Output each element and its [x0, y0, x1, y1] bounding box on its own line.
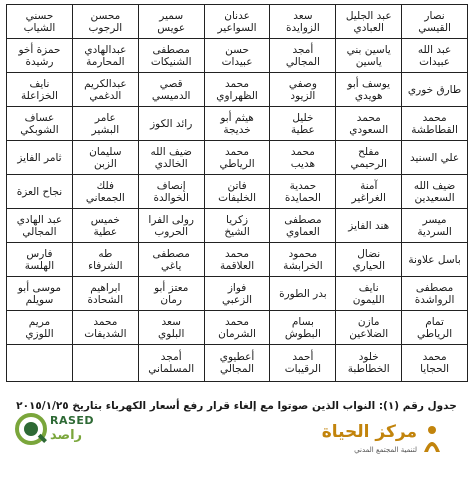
voters-table [6, 4, 468, 382]
rased-logo [14, 410, 124, 454]
name-cell: أعطيوي المجالي [204, 345, 270, 382]
hayat-logo-subtitle: لتنمية المجتمع المدني [354, 446, 417, 454]
name-cell: ضيف الله الخالدي [138, 141, 204, 175]
table-row [7, 345, 468, 382]
name-cell: خليل عطية [270, 107, 336, 141]
name-cell: علي السنيد [402, 141, 468, 175]
name-cell: محمد القطاطشة [402, 107, 468, 141]
name-cell: معتز أبو رمان [138, 277, 204, 311]
name-cell: حمدية الحمايدة [270, 175, 336, 209]
name-cell: محمد الظهراوي [204, 73, 270, 107]
name-cell: أمجد المسلماني [138, 345, 204, 382]
name-cell: عبدالكريم الدغمي [72, 73, 138, 107]
name-cell: محمد الرياطي [204, 141, 270, 175]
name-cell: نايف الخزاعلة [7, 73, 73, 107]
name-cell: عبد الجليل العبادي [336, 5, 402, 39]
name-cell: نضال الحياري [336, 243, 402, 277]
table-row [7, 209, 468, 243]
name-cell: باسل علاونة [402, 243, 468, 277]
name-cell: فاتن الخليفات [204, 175, 270, 209]
name-cell: خلود الخطاطبة [336, 345, 402, 382]
name-cell: ابراهيم الشحادة [72, 277, 138, 311]
name-cell: نجاح العزة [7, 175, 73, 209]
name-cell: سمير عويس [138, 5, 204, 39]
name-cell: حسني الشياب [7, 5, 73, 39]
rased-logo-latin: RASED [50, 414, 95, 427]
name-cell: مريم اللوزي [7, 311, 73, 345]
name-cell: طارق خوري [402, 73, 468, 107]
name-cell: بدر الطورة [270, 277, 336, 311]
name-cell [7, 345, 73, 382]
name-cell: مصطفى ياغي [138, 243, 204, 277]
name-cell: هيثم أبو خديجة [204, 107, 270, 141]
voters-table-body [7, 5, 468, 382]
name-cell: محمد العلاقمة [204, 243, 270, 277]
name-cell: طه الشرفاء [72, 243, 138, 277]
name-cell: آمنة الغراغير [336, 175, 402, 209]
table-row [7, 277, 468, 311]
name-cell: نصار القيسي [402, 5, 468, 39]
name-cell: مصطفى الرواشدة [402, 277, 468, 311]
name-cell [72, 345, 138, 382]
name-cell: مفلح الرحيمي [336, 141, 402, 175]
table-row [7, 39, 468, 73]
name-cell: عبد الله عبيدات [402, 39, 468, 73]
name-cell: محسن الرجوب [72, 5, 138, 39]
name-cell: عبدالهادي المحارمة [72, 39, 138, 73]
name-cell: حمزة أخو رشيدة [7, 39, 73, 73]
name-cell: عامر البشير [72, 107, 138, 141]
table-row [7, 311, 468, 345]
name-cell: فلك الجمعاني [72, 175, 138, 209]
name-cell: ضيف الله السعيدين [402, 175, 468, 209]
name-cell: أمجد المجالي [270, 39, 336, 73]
name-cell: رولى الفرا الحروب [138, 209, 204, 243]
name-cell: محمد هديب [270, 141, 336, 175]
name-cell: فارس الهلسة [7, 243, 73, 277]
name-cell: حسن عبيدات [204, 39, 270, 73]
name-cell: ميسر السردية [402, 209, 468, 243]
name-cell: مصطفى العماوي [270, 209, 336, 243]
table-row [7, 175, 468, 209]
name-cell: تمام الرياطي [402, 311, 468, 345]
hayat-mark-icon [421, 424, 443, 454]
name-cell: محمد الحجايا [402, 345, 468, 382]
table-caption: جدول رقم (١): النواب الذين صوتوا مع إلغاء قرار رفع أسعار الكهرباء بتاريخ ٢٠١٥/١/٢٥ [16, 400, 457, 412]
name-cell: هند الفايز [336, 209, 402, 243]
name-cell: سعد البلوي [138, 311, 204, 345]
name-cell: يوسف أبو هويدي [336, 73, 402, 107]
name-cell: وصفي الزيود [270, 73, 336, 107]
hayat-logo-name: مركز الحياة [321, 422, 417, 442]
name-cell: فواز الزعبي [204, 277, 270, 311]
table-row [7, 141, 468, 175]
name-cell: أحمد الرقيبات [270, 345, 336, 382]
name-cell: نايف الليمون [336, 277, 402, 311]
rased-logo-arabic: راصد [50, 428, 83, 443]
name-cell: قصي الدميسي [138, 73, 204, 107]
table-row [7, 243, 468, 277]
table-row [7, 73, 468, 107]
name-cell: مصطفى الشنيكات [138, 39, 204, 73]
name-cell: زكريا الشيخ [204, 209, 270, 243]
table-row [7, 107, 468, 141]
name-cell: سعد الزوايدة [270, 5, 336, 39]
name-cell: عبد الهادي المجالي [7, 209, 73, 243]
name-cell: محمود الخرابشة [270, 243, 336, 277]
name-cell: محمد الشديفات [72, 311, 138, 345]
name-cell: إنصاف الخوالدة [138, 175, 204, 209]
name-cell: عساف الشوبكي [7, 107, 73, 141]
name-cell: رائد الكوز [138, 107, 204, 141]
table-row [7, 5, 468, 39]
name-cell: ثامر الفايز [7, 141, 73, 175]
name-cell: بسام البطوش [270, 311, 336, 345]
hayat-center-logo [321, 420, 443, 476]
rased-mark-icon [14, 412, 48, 446]
name-cell: موسى أبو سويلم [7, 277, 73, 311]
name-cell: مازن الضلاعين [336, 311, 402, 345]
name-cell: محمد السعودي [336, 107, 402, 141]
name-cell: خميس عطية [72, 209, 138, 243]
name-cell: سليمان الزبن [72, 141, 138, 175]
name-cell: ياسين بني ياسين [336, 39, 402, 73]
name-cell: محمد الشرمان [204, 311, 270, 345]
name-cell: عدنان السواعير [204, 5, 270, 39]
